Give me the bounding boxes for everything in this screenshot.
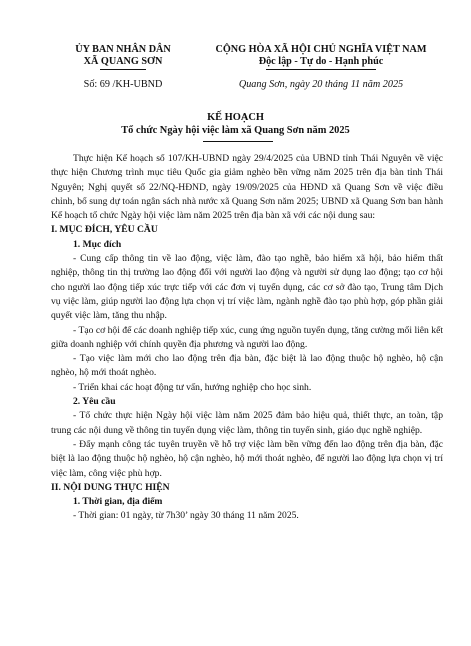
- requirement-item: - Đẩy mạnh công tác tuyên truyền về hỗ trợ việc làm bền vững đến lao động trên địa bàn, đặc biệt là lao động thuộc hộ nghèo, hộ cận nghèo, hộ mới thoát nghèo, để người lao động lựa chọn vị trí việc làm, công việc phù hợp.: [51, 438, 443, 479]
- purpose-item: - Cung cấp thông tin về lao động, việc làm, đào tạo nghề, bảo hiểm xã hội, bảo hiểm thất nghiệp, thông tin thị trường lao động đối với người lao động và người sử dụng lao động; tạo cơ hội cho người lao động tiếp xúc trực tiếp với các đơn vị tuyển dụng, các cơ sở đào tạo, Trung tâm Dịch vụ việc làm, giúp người lao động lựa chọn vị trí việc làm, ngành nghề đào tạo phù hợp, góp phần giải quyết việc làm, tăng thu nhập.: [51, 253, 443, 322]
- national-motto: [190, 44, 452, 70]
- authority-underline: [100, 69, 146, 70]
- purpose-heading: 1. Mục đích: [73, 238, 122, 250]
- document-title: KẾ HOẠCH: [207, 112, 264, 123]
- time-location-heading: 1. Thời gian, địa điểm: [73, 496, 163, 508]
- subtitle-underline: [203, 141, 273, 142]
- purpose-item: - Triển khai các hoạt động tư vấn, hướng nghiệp cho học sinh.: [73, 381, 312, 393]
- document-subtitle: Tổ chức Ngày hội việc làm xã Quang Sơn năm 2025: [121, 125, 350, 136]
- purpose-item: - Tạo cơ hội để các doanh nghiệp tiếp xúc, cung ứng nguồn tuyển dụng, tăng cường mối liên kết giữa doanh nghiệp với chính quyền địa phương và người lao động.: [51, 324, 443, 350]
- requirement-item: - Tổ chức thực hiện Ngày hội việc làm năm 2025 đảm bảo hiệu quả, thiết thực, an toàn, tập trung các nội dung về thông tin tuyển dụng việc làm, thông tin tuyển sinh, giáo dục nghề nghiệp.: [51, 410, 443, 436]
- issuing-authority: [62, 44, 184, 70]
- document-date: Quang Sơn, ngày 20 tháng 11 năm 2025: [238, 79, 404, 90]
- document-number: Số: 69 /KH-UBND: [83, 79, 163, 90]
- document-body: [51, 152, 443, 524]
- section-2-heading: II. NỘI DUNG THỰC HIỆN: [51, 481, 170, 493]
- authority-line-2: XÃ QUANG SƠN: [83, 56, 163, 67]
- requirements-heading: 2. Yêu cầu: [73, 396, 116, 408]
- section-1-heading: I. MỤC ĐÍCH, YÊU CẦU: [51, 224, 158, 236]
- motto: Độc lập - Tự do - Hạnh phúc: [258, 56, 384, 67]
- time-item: - Thời gian: 01 ngày, từ 7h30’ ngày 30 tháng 11 năm 2025.: [73, 510, 299, 522]
- purpose-item: - Tạo việc làm mới cho lao động trên địa bàn, đặc biệt là lao động thuộc hộ nghèo, hộ cận nghèo, hộ mới thoát nghèo.: [51, 353, 443, 379]
- motto-underline: [266, 69, 376, 70]
- nation-name: CỘNG HÒA XÃ HỘI CHỦ NGHĨA VIỆT NAM: [215, 44, 427, 55]
- authority-line-1: ỦY BAN NHÂN DÂN: [75, 44, 171, 55]
- intro-paragraph: Thực hiện Kế hoạch số 107/KH-UBND ngày 29/4/2025 của UBND tỉnh Thái Nguyên về việc thực hiện Chương trình mục tiêu Quốc gia giảm nghèo bền vững năm 2025 trên địa bàn tỉnh Thái Nguyên; Nghị quyết số 22/NQ-HĐND, ngày 19/09/2025 của HĐND xã Quang Sơn về việc điều chỉnh, bổ sung dự toán ngân sách nhà nước xã Quang Sơn năm 2025; UBND xã Quang Sơn ban hành Kế hoạch tổ chức Ngày hội việc làm năm 2025 trên địa bàn xã với các nội dung sau:: [51, 153, 443, 222]
